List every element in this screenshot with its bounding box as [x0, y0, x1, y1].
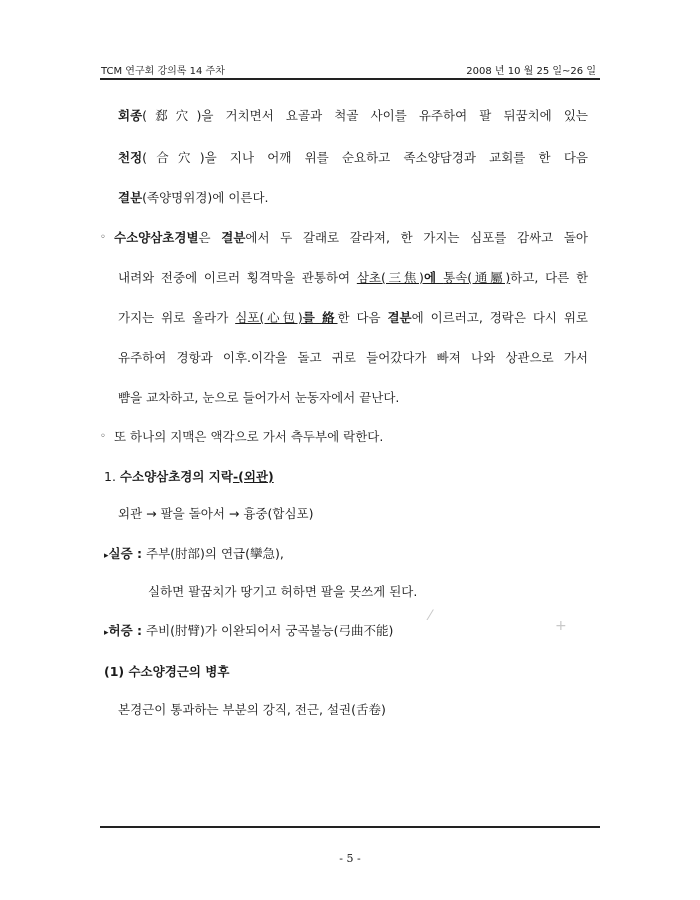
section1-heading [104, 469, 274, 485]
footer-divider [100, 826, 600, 828]
para2-line3-c: 한 다음 [337, 310, 388, 325]
header-divider [100, 78, 600, 80]
scan-mark: ⁄ [429, 608, 432, 624]
term-gyeolbun-3: 결분 [387, 310, 412, 325]
heozheng-text: 주비(肘臂)가 이완되어서 궁곡불능(弓曲不能) [146, 623, 394, 638]
para1-line3 [118, 190, 269, 206]
para1-line1-text: (郄穴)을 거치면서 요골과 척골 사이를 유주하여 팔 뒤꿈치에 있는 [142, 108, 588, 123]
bullet-icon-2: ◦ [100, 431, 106, 442]
para3-text: 또 하나의 지맥은 액각으로 가서 측두부에 락한다. [114, 429, 384, 444]
heozheng-label: 허증 : [108, 623, 143, 638]
para2-line2-a: 내려와 전중에 이르러 횡격막을 관통하여 [118, 270, 357, 285]
term-hoejong: 회종 [118, 108, 143, 123]
term-jeongbyeol: 수소양삼초경별 [114, 230, 199, 245]
silzheng-label: 실증 : [108, 546, 143, 561]
para2-line2-b: 에 [423, 270, 444, 285]
para2-line3-a: 가지는 위로 올라가 [118, 310, 236, 325]
bottom-text: 본경근이 통과하는 부분의 강직, 전근, 설권(舌卷) [118, 702, 386, 717]
silzheng-line [104, 546, 284, 564]
term-gyeolbun-2: 결분 [221, 230, 246, 245]
scan-mark-2: + [555, 618, 567, 634]
para2-line3-b: 를 絡 [302, 310, 338, 325]
para2-line3 [118, 310, 588, 326]
para1-line1 [118, 108, 588, 124]
para2-line1-a: 은 [198, 230, 222, 245]
para2-line2 [118, 270, 588, 286]
para2-line4: 유주하여 경항과 이후.이각을 돌고 귀로 들어갔다가 빠져 나와 상관으로 가서 [118, 350, 588, 365]
para2-line5: 뺨을 교차하고, 눈으로 들어가서 눈동자에서 끝난다. [118, 390, 400, 405]
page-number: - 5 - [339, 852, 361, 865]
term-simpo: 심포(心包) [235, 310, 303, 325]
header-date: 2008 년 10 월 25 일~26 일 [466, 66, 596, 77]
header-title: TCM 연구회 강의록 14 주차 [101, 66, 225, 77]
para1-line2 [118, 150, 588, 166]
section1-number: 1. [104, 469, 116, 484]
para2-line3-d: 에 이르러고, 경락은 다시 위로 [411, 310, 588, 325]
section1-title: 수소양삼초경의 지락 [119, 469, 233, 484]
silzheng-text: 주부(肘部)의 연급(攣急), [146, 546, 284, 561]
para2-line1 [114, 230, 588, 246]
route-text: 외관 → 팔을 돌아서 → 흉중(합심포) [118, 506, 314, 521]
term-samcho: 삼초(三焦) [356, 270, 424, 285]
para1-line2-text: (合穴)을 지나 어깨 위를 순요하고 족소양담경과 교회를 한 다음 [142, 150, 588, 165]
silzheng-line2: 실하면 팔꿈치가 땅기고 허하면 팔을 못쓰게 된다. [148, 584, 418, 599]
term-gyeolbun: 결분 [118, 190, 143, 205]
triangle-bullet-icon-2: ▸ [104, 628, 109, 638]
heozheng-line [104, 623, 393, 641]
term-tongsok: 통속(通屬) [443, 270, 511, 285]
section2-heading: (1) 수소양경근의 병후 [104, 664, 230, 679]
triangle-bullet-icon: ▸ [104, 551, 109, 561]
section1-subtitle: -(외관) [232, 469, 274, 484]
term-cheonjeong: 천정 [118, 150, 143, 165]
para2-line2-c: 하고, 다른 한 [510, 270, 588, 285]
para1-line3-text: (족양명위경)에 이른다. [142, 190, 269, 205]
para2-line1-b: 에서 두 갈래로 갈라져, 한 가지는 심포를 감싸고 돌아 [245, 230, 588, 245]
bullet-icon: ◦ [100, 232, 106, 243]
